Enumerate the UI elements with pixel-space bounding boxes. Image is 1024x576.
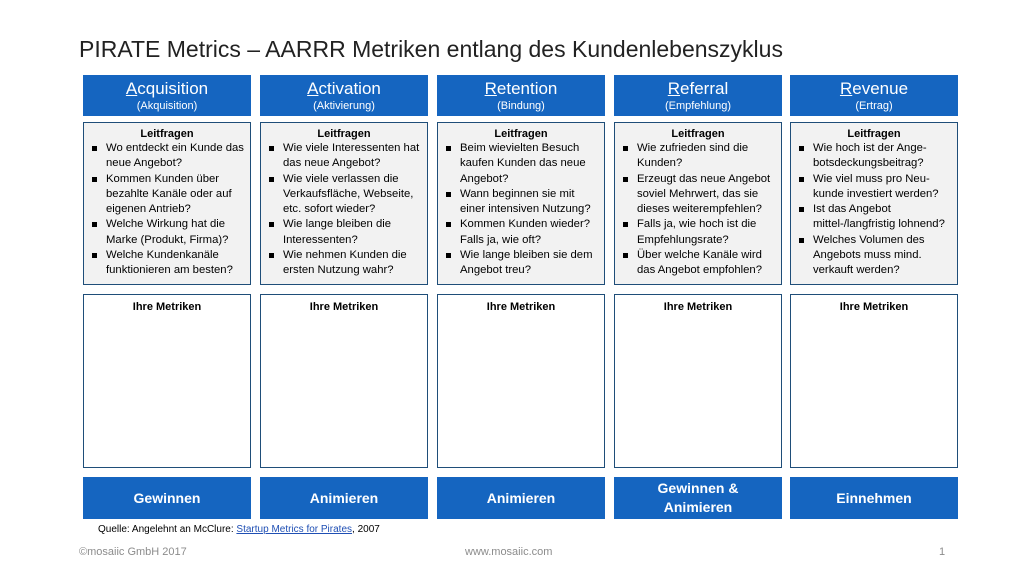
metrics-box-activation[interactable] [260, 294, 428, 468]
footer-website: www.mosaiic.com [465, 546, 553, 558]
stage-label-revenue: Einnehmen [790, 477, 958, 519]
metrics-title: Ihre Metriken [132, 301, 202, 313]
questions-box-revenue [790, 122, 958, 285]
question-item: Ist das Angebot mittel-/langfristig lohnend? [796, 202, 952, 233]
questions-box-acquisition [83, 122, 251, 285]
questions-box-activation [260, 122, 428, 285]
stage-label-acquisition: Gewinnen [83, 477, 251, 519]
column-name: Referral [667, 79, 729, 98]
column-subtitle: (Empfehlung) [664, 100, 732, 112]
metrics-box-retention[interactable] [437, 294, 605, 468]
questions-box-referral [614, 122, 782, 285]
column-subtitle: (Ertrag) [855, 100, 893, 112]
column-header-activation [260, 75, 428, 116]
question-item: Wie viele verlassen die Verkaufsfläche, Webseite, etc. sofort wieder? [266, 172, 422, 218]
question-item: Falls ja, wie hoch ist die Empfehlungsrate? [620, 217, 776, 248]
column-name: Acquisition [125, 79, 209, 98]
source-citation: Quelle: Angelehnt an McClure: Startup Metrics for Pirates, 2007 [98, 524, 380, 535]
stage-label-activation: Animieren [260, 477, 428, 519]
page-title: PIRATE Metrics – AARRR Metriken entlang des Kundenlebenszyklus [79, 36, 783, 62]
question-item: Wie zufrieden sind die Kunden? [620, 141, 776, 172]
question-item: Welche Kundenkanäle funktionieren am besten? [89, 248, 245, 279]
question-item: Erzeugt das neue Angebot soviel Mehrwert, das sie dieses weiterempfehlen? [620, 172, 776, 218]
question-item: Über welche Kanäle wird das Angebot empfohlen? [620, 248, 776, 279]
question-item: Welche Wirkung hat die Marke (Produkt, Firma)? [89, 217, 245, 248]
question-item: Wie lange bleiben die Interessenten? [266, 217, 422, 248]
column-header-referral [614, 75, 782, 116]
metrics-title: Ihre Metriken [486, 301, 556, 313]
footer-copyright: ©mosaiic GmbH 2017 [79, 546, 187, 558]
question-item: Welches Volumen des Angebots muss mind. verkauft werden? [796, 233, 952, 279]
column-header-revenue [790, 75, 958, 116]
questions-box-retention [437, 122, 605, 285]
question-item: Wann beginnen sie mit einer intensiven Nutzung? [443, 187, 599, 218]
questions-title: Leitfragen [317, 128, 371, 140]
question-item: Wo entdeckt ein Kunde das neue Angebot? [89, 141, 245, 172]
question-item: Kommen Kunden wieder? Falls ja, wie oft? [443, 217, 599, 248]
column-name: Revenue [839, 79, 909, 98]
stage-label-referral: Gewinnen & Animieren [614, 477, 782, 519]
question-item: Wie viel muss pro Neu-kunde investiert werden? [796, 172, 952, 203]
column-name: Activation [307, 79, 381, 98]
source-link[interactable]: Startup Metrics for Pirates [236, 524, 353, 535]
column-header-acquisition [83, 75, 251, 116]
metrics-box-revenue[interactable] [790, 294, 958, 468]
questions-title: Leitfragen [140, 128, 194, 140]
metrics-title: Ihre Metriken [839, 301, 909, 313]
questions-title: Leitfragen [847, 128, 901, 140]
metrics-box-acquisition[interactable] [83, 294, 251, 468]
column-name: Retention [484, 79, 558, 98]
question-item: Wie viele Interessenten hat das neue Angebot? [266, 141, 422, 172]
metrics-title: Ihre Metriken [309, 301, 379, 313]
column-header-retention [437, 75, 605, 116]
page-number: 1 [939, 546, 946, 558]
question-item: Beim wievielten Besuch kaufen Kunden das neue Angebot? [443, 141, 599, 187]
question-item: Wie nehmen Kunden die ersten Nutzung wahr? [266, 248, 422, 279]
stage-label-retention: Animieren [437, 477, 605, 519]
questions-title: Leitfragen [671, 128, 725, 140]
column-subtitle: (Bindung) [497, 100, 545, 112]
questions-title: Leitfragen [494, 128, 548, 140]
column-subtitle: (Akquisition) [136, 100, 198, 112]
question-item: Kommen Kunden über bezahlte Kanäle oder auf eigenen Antrieb? [89, 172, 245, 218]
question-item: Wie lange bleiben sie dem Angebot treu? [443, 248, 599, 279]
metrics-title: Ihre Metriken [663, 301, 733, 313]
column-subtitle: (Aktivierung) [313, 100, 375, 112]
question-item: Wie hoch ist der Ange-botsdeckungsbeitrag? [796, 141, 952, 172]
metrics-box-referral[interactable] [614, 294, 782, 468]
